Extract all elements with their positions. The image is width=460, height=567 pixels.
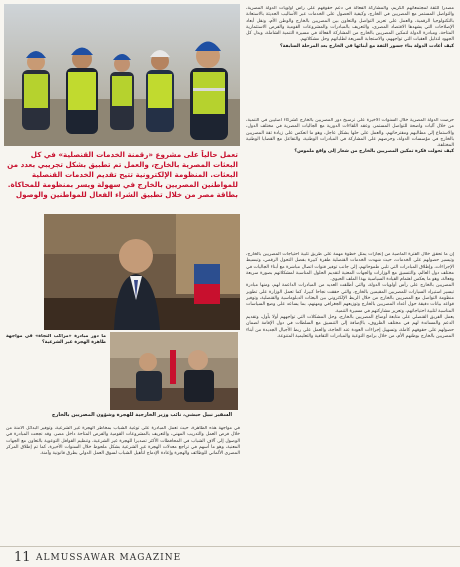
article-paragraph: مصدرا للثقة لمجتمعاتهم الكريم، والمشاركة الفعالة في دعم حقوقهم على رأس أولويات الدولة المصرية، والتواصل المستمر مع المصريين في الخارج، وكيفية الحصول على الخدمات عبر الأساليب الحديثة بالاستعانة بالتكنولوجيا الرقمية، والعمل على تعزيز التواصل والتعاون بين المصريين بالخارج والوطن الأم، ونقل أبعاد الإصلاحات التي يشهدها الاقتصاد المصري، والتعريف بالمبادرات والمشروعات القومية والفرص الاستثمارية المتاحة، ومبادرة الدولة لتمكين المصريين بالخارج من المشاركة الفعالة في مسيرة التنمية الشاملة، وبذل كل الجهود لتذليل العقبات التي تواجههم، والاستجابة السريعة لطلباتهم وحل مشكلاتهم. [246, 6, 454, 43]
article-question: كيف أعادت الدولة بناء جسور الثقة مع أبنائها في الخارج بعد المرحلة السابقة؟ [279, 43, 454, 49]
portrait-image [44, 214, 240, 330]
article-paragraph: إن ما تحقق خلال الفترة الماضية من إنجازات يمثل خطوة مهمة على طريق تلبية احتياجات المصريين بالخارج، وتيسير حصولهم على الخدمات، حيث شهدت الخدمات القنصلية طفرة كبيرة بفضل التحول الرقمي، وتبسيط الإجراءات، وإطلاق المبادرات التي تلبي طموحاتهم، إلى جانب توفير قنوات اتصال مباشرة مع أبناء الجاليات في مختلف دول العالم، والتنسيق مع الوزارات والجهات المعنية لتقديم الحلول المناسبة لمشكلاتهم بصورة سريعة وفعالة، وهو ما يعكس اهتمام القيادة السياسية بهذا الملف الحيوي. [246, 252, 454, 283]
caption-text: السفير نبيل حبشي، نائب وزير الخارجية للهجرة وشؤون المصريين بالخارج [51, 412, 233, 418]
article-column-left-narrow [6, 334, 106, 410]
pull-quote [6, 150, 238, 212]
workers-photo-image [4, 4, 240, 146]
meeting-photo [110, 332, 238, 410]
article-paragraph: المصريين بالخارج على رأس أولويات الدولة، والتي أطلقت العديد من المبادرات الداعمة لهم، ومنها مبادرة تيسير استيراد السيارات للمصريين المقيمين بالخارج، والتي حققت نجاحا كبيرا، كما تعمل الوزارة على تطوير منظومة التواصل مع المصريين بالخارج من خلال الربط الإلكتروني بين البعثات الدبلوماسية والقنصلية، وتوفير قواعد بيانات دقيقة حول أعداد المصريين بالخارج وتوزيعهم الجغرافي ومهنهم، بما يساعد على وضع السياسات المناسبة لتلبية احتياجاتهم، وتعزيز مشاركتهم في مسيرة التنمية. [246, 283, 454, 314]
meeting-image [110, 332, 238, 410]
magazine-name: ALMUSSAWAR MAGAZINE [36, 553, 182, 563]
article-paragraph: في مواجهة هذه الظاهرة، حيث تعمل المبادرة على توعية الشباب بمخاطر الهجرة غير الشرعية، وتوفير البدائل الآمنة من خلال فرص العمل والتدريب المهني، والتعريف بالمشروعات القومية والفرص المتاحة داخل مصر، وقد نجحت المبادرة في الوصول إلى آلاف الشباب في المحافظات الأكثر تصديرا للهجرة غير الشرعية، وتنظيم القوافل التوعوية بالتعاون مع الجهات المعنية، وهو ما أسهم في تراجع معدلات الهجرة غير الشرعية بشكل ملحوظ خلال السنوات الأخيرة، كما تم إطلاق المركز المصري الألماني للوظائف والهجرة وإعادة الإدماج لتأهيل الشباب لسوق العمل الدولي بطرق قانونية وآمنة. [6, 426, 240, 457]
page-number: 11 [14, 550, 31, 565]
pull-quote-text: تعمل حالياً على مشروع «رقمنة الخدمات القنصلية» في كل البعثات المصرية بالخارج، والعمل تم تطبيق بشكل تجريبي بعدد من البعثات. المنظومة الإلكترونية تتيح تقديم الخدمات القنصلية للمواطنين المصريين بالخارج في سهولة ويسر بمنظومة للمحاكاة. بطاقة مصر من خلال تطبيق الشراء الفعال للمواطنين والوصول [7, 150, 238, 199]
article-column-left-bottom [6, 426, 240, 544]
article-paragraph: حرصت الدولة المصرية خلال السنوات الأخيرة على ترسيخ دور المصريين بالخارج كشركاء أصليين في التنمية، من خلال آليات واضحة للتواصل المستمر، وعقد اللقاءات الدورية مع الجاليات المصرية في مختلف الدول، والاستماع إلى مطالبهم ومقترحاتهم، والعمل على حلها بشكل عاجل، وهو ما انعكس على زيادة ثقة المصريين بالخارج في مؤسسات الدولة، وحرصهم على المشاركة في المبادرات الوطنية، والتفاعل مع القضايا الوطنية المختلفة. [246, 118, 454, 149]
article-column-right-bottom [246, 252, 454, 544]
article-column-right-top [246, 6, 454, 114]
photo-caption [44, 412, 240, 422]
article-question: كيف تحولت فكرة تمكين المصريين بالخارج من شعار إلى واقع ملموس؟ [294, 149, 454, 155]
workers-photo [4, 4, 240, 146]
article-paragraph: يعمل الفريق القنصلي على متابعة أوضاع المصريين بالخارج، وحل المشكلات التي تواجههم أولا بأول، وتقديم الدعم والمساندة لهم في مختلف الظروف، بالإضافة إلى التنسيق مع السلطات في دول الإقامة لضمان حصولهم على حقوقهم كاملة، وتسهيل إجراءات العودة عند الحاجة، والعمل على ربط الأجيال الجديدة من أبناء المصريين بالخارج بوطنهم الأم، من خلال برامج التوعية والمبادرات الثقافية والتعليمية المتنوعة. [246, 314, 454, 339]
article-column-right-mid [246, 118, 454, 248]
official-portrait-photo [44, 214, 240, 330]
article-paragraph: ما دور مبادرة «مراكب النجاة» في مواجهة ظاهرة الهجرة غير الشرعية؟ [6, 334, 106, 346]
page-footer [0, 546, 460, 567]
